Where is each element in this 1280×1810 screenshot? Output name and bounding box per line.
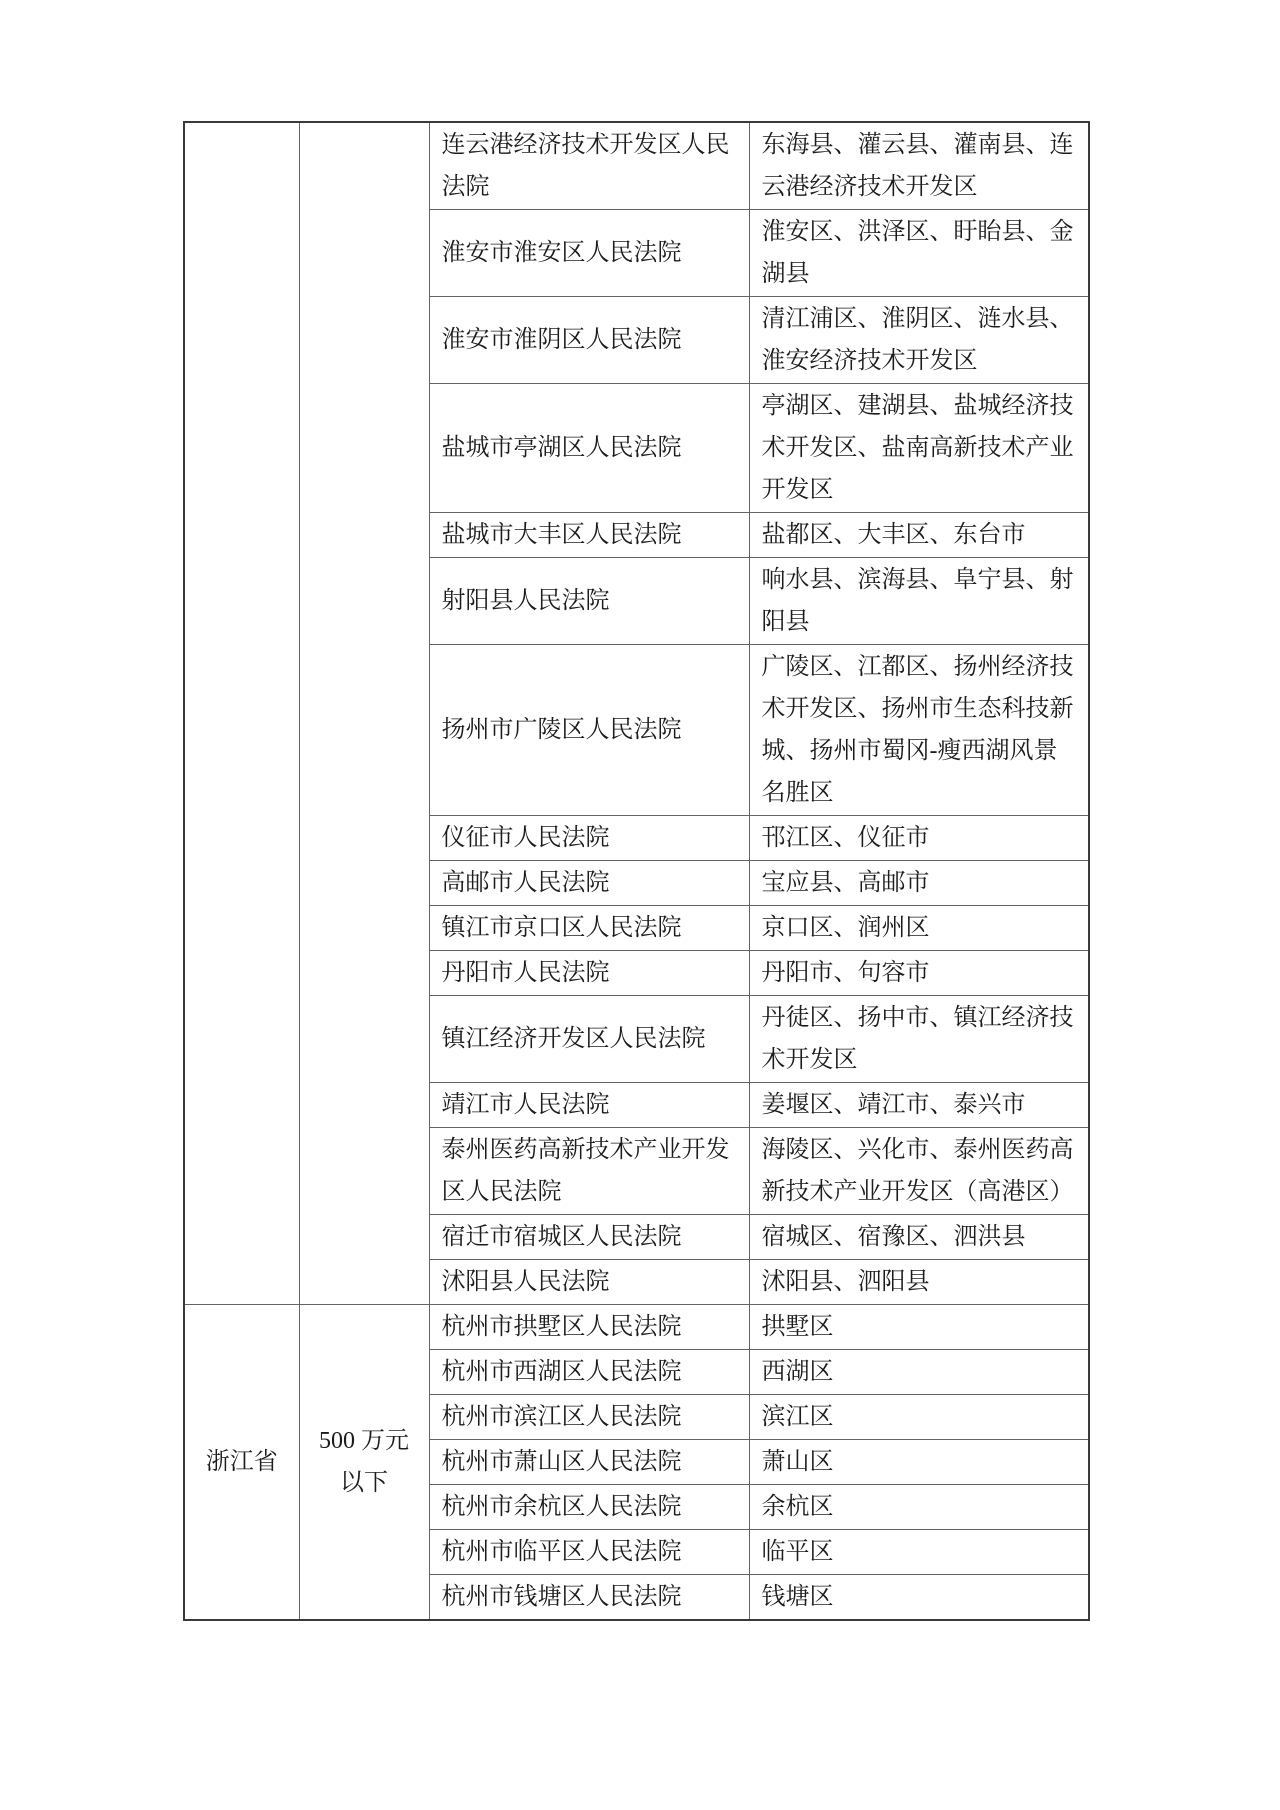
districts-cell: 宝应县、高邮市 <box>749 861 1089 906</box>
districts-cell: 丹阳市、句容市 <box>749 951 1089 996</box>
table-body <box>184 122 1089 1620</box>
districts-cell: 盐都区、大丰区、东台市 <box>749 513 1089 558</box>
court-cell: 淮安市淮阴区人民法院 <box>429 297 749 384</box>
districts-cell: 邗江区、仪征市 <box>749 816 1089 861</box>
court-cell: 淮安市淮安区人民法院 <box>429 210 749 297</box>
court-cell: 盐城市亭湖区人民法院 <box>429 384 749 513</box>
court-cell: 杭州市拱墅区人民法院 <box>429 1305 749 1350</box>
court-cell: 杭州市临平区人民法院 <box>429 1530 749 1575</box>
court-cell: 靖江市人民法院 <box>429 1083 749 1128</box>
court-cell: 杭州市钱塘区人民法院 <box>429 1575 749 1621</box>
threshold-cell <box>299 122 429 1305</box>
districts-cell: 海陵区、兴化市、泰州医药高新技术产业开发区（高港区） <box>749 1128 1089 1215</box>
court-cell: 杭州市萧山区人民法院 <box>429 1440 749 1485</box>
districts-cell: 丹徒区、扬中市、镇江经济技术开发区 <box>749 996 1089 1083</box>
districts-cell: 清江浦区、淮阴区、涟水县、淮安经济技术开发区 <box>749 297 1089 384</box>
court-cell: 丹阳市人民法院 <box>429 951 749 996</box>
districts-cell: 滨江区 <box>749 1395 1089 1440</box>
court-cell: 杭州市余杭区人民法院 <box>429 1485 749 1530</box>
districts-cell: 姜堰区、靖江市、泰兴市 <box>749 1083 1089 1128</box>
districts-cell: 沭阳县、泗阳县 <box>749 1260 1089 1305</box>
court-cell: 射阳县人民法院 <box>429 558 749 645</box>
districts-cell: 东海县、灌云县、灌南县、连云港经济技术开发区 <box>749 122 1089 210</box>
table-row <box>184 122 1089 210</box>
court-jurisdiction-table <box>183 121 1090 1621</box>
districts-cell: 余杭区 <box>749 1485 1089 1530</box>
districts-cell: 西湖区 <box>749 1350 1089 1395</box>
table-row <box>184 1305 1089 1350</box>
court-cell: 杭州市西湖区人民法院 <box>429 1350 749 1395</box>
court-cell: 扬州市广陵区人民法院 <box>429 645 749 816</box>
court-cell: 仪征市人民法院 <box>429 816 749 861</box>
court-cell: 镇江市京口区人民法院 <box>429 906 749 951</box>
province-cell: 浙江省 <box>184 1305 299 1621</box>
province-cell <box>184 122 299 1305</box>
districts-cell: 拱墅区 <box>749 1305 1089 1350</box>
court-cell: 高邮市人民法院 <box>429 861 749 906</box>
districts-cell: 亭湖区、建湖县、盐城经济技术开发区、盐南高新技术产业开发区 <box>749 384 1089 513</box>
court-cell: 盐城市大丰区人民法院 <box>429 513 749 558</box>
districts-cell: 钱塘区 <box>749 1575 1089 1621</box>
court-cell: 宿迁市宿城区人民法院 <box>429 1215 749 1260</box>
court-cell: 连云港经济技术开发区人民法院 <box>429 122 749 210</box>
districts-cell: 淮安区、洪泽区、盱眙县、金湖县 <box>749 210 1089 297</box>
districts-cell: 京口区、润州区 <box>749 906 1089 951</box>
court-cell: 泰州医药高新技术产业开发区人民法院 <box>429 1128 749 1215</box>
districts-cell: 广陵区、江都区、扬州经济技术开发区、扬州市生态科技新城、扬州市蜀冈-瘦西湖风景名胜区 <box>749 645 1089 816</box>
districts-cell: 临平区 <box>749 1530 1089 1575</box>
court-cell: 杭州市滨江区人民法院 <box>429 1395 749 1440</box>
districts-cell: 宿城区、宿豫区、泗洪县 <box>749 1215 1089 1260</box>
court-cell: 沭阳县人民法院 <box>429 1260 749 1305</box>
districts-cell: 响水县、滨海县、阜宁县、射阳县 <box>749 558 1089 645</box>
districts-cell: 萧山区 <box>749 1440 1089 1485</box>
threshold-cell: 500 万元以下 <box>299 1305 429 1621</box>
court-cell: 镇江经济开发区人民法院 <box>429 996 749 1083</box>
